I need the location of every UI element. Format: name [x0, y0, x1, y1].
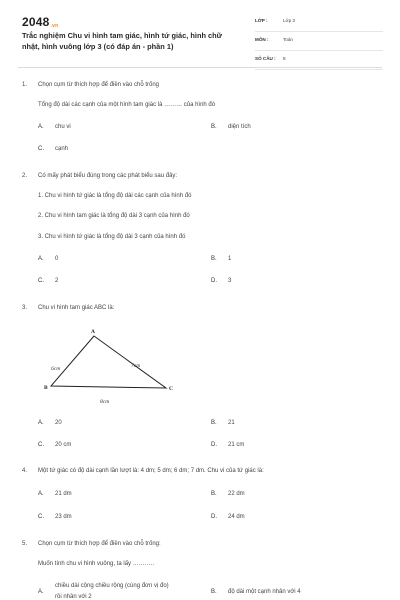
meta-value: Toán	[283, 37, 293, 42]
option-letter: D.	[211, 278, 217, 284]
meta-label: LỚP :	[255, 18, 268, 23]
vertex-c-label: C	[169, 386, 173, 392]
meta-row-subject	[255, 35, 383, 51]
question-text: Có mấy phát biểu đúng trong các phát biểu sau đây:	[38, 173, 178, 179]
option-letter: A.	[38, 491, 44, 497]
quiz-header	[0, 0, 400, 66]
option-letter: C.	[38, 514, 44, 520]
option-text: 21 cm	[228, 442, 245, 448]
option-text: 20	[55, 420, 62, 426]
option-text: chu vi	[55, 124, 71, 130]
triangle-abc	[51, 336, 166, 388]
question-statement: 2. Chu vi hình tam giác là tổng độ dài 3 cạnh của hình đó	[38, 213, 190, 219]
option-text: độ dài một cạnh nhân với 4	[228, 589, 301, 595]
option-letter: C.	[38, 146, 44, 152]
meta-label: SỐ CÂU :	[255, 56, 276, 61]
option-text: 0	[55, 256, 59, 262]
site-logo[interactable]	[22, 15, 58, 29]
quiz-title: Trắc nghiệm Chu vi hình tam giác, hình tứ giác, hình chữ nhật, hình vuông lớp 3 (có đáp án - phần 1)	[22, 31, 223, 51]
option-letter: D.	[211, 442, 217, 448]
meta-label: MÔN :	[255, 37, 269, 42]
vertex-a-label: A	[91, 329, 95, 335]
logo-suffix: .vn	[50, 23, 59, 29]
option-letter: B.	[211, 589, 217, 595]
meta-row-grade	[255, 16, 383, 32]
option-letter: B.	[211, 256, 217, 262]
quiz-meta	[255, 16, 383, 73]
question-text: Chọn cụm từ thích hợp để điền vào chỗ trống	[38, 82, 160, 88]
question-number: 3.	[22, 305, 28, 311]
option-letter: A.	[38, 124, 44, 130]
option-letter: C.	[38, 442, 44, 448]
question-statement: 1. Chu vi hình tứ giác là tổng độ dài các cạnh của hình đó	[38, 193, 192, 199]
option-text: 21	[228, 420, 235, 426]
side-ac-label: 7cm	[131, 363, 141, 369]
logo-text: 2048	[22, 15, 50, 29]
question-text: Một tứ giác có độ dài cạnh lần lượt là: 4 dm; 5 dm; 6 dm; 7 dm. Chu vi của tứ giác là:	[38, 468, 264, 474]
option-text: 21 dm	[55, 491, 72, 497]
question-text: Chọn cụm từ thích hợp để điền vào chỗ trống:	[38, 541, 161, 547]
option-text-continued: rồi nhân với 2	[55, 594, 92, 600]
option-letter: A.	[38, 589, 44, 595]
option-letter: A.	[38, 256, 44, 262]
option-text: 20 cm	[55, 442, 72, 448]
question-number: 1.	[22, 82, 28, 88]
option-letter: D.	[211, 514, 217, 520]
option-text: 3	[228, 278, 232, 284]
question-number: 2.	[22, 173, 28, 179]
option-text: cạnh	[55, 146, 69, 152]
option-letter: B.	[211, 420, 217, 426]
option-text: diện tích	[228, 124, 251, 130]
question-number: 4.	[22, 468, 28, 474]
meta-value: 8	[283, 56, 286, 61]
option-text: 2	[55, 278, 59, 284]
option-text: 22 dm	[228, 491, 245, 497]
triangle-figure	[30, 322, 200, 412]
option-letter: C.	[38, 278, 44, 284]
option-letter: B.	[211, 124, 217, 130]
option-text: 24 dm	[228, 514, 245, 520]
side-ab-label: 6cm	[51, 366, 61, 372]
side-bc-label: 8cm	[100, 399, 110, 405]
vertex-b-label: B	[44, 385, 48, 391]
question-text: Chu vi hình tam giác ABC là:	[38, 305, 115, 311]
meta-value: Lớp 3	[283, 18, 295, 23]
option-text: 1	[228, 256, 232, 262]
question-statement: Muốn tính chu vi hình vuông, ta lấy ………..	[38, 561, 155, 567]
option-letter: A.	[38, 420, 44, 426]
question-number: 5.	[22, 541, 28, 547]
question-statement: Tổng độ dài các cạnh của một hình tam giác là ……… của hình đó	[38, 102, 216, 108]
header-divider	[18, 67, 382, 68]
option-text: chiều dài cộng chiều rộng (cùng đơn vị đo)	[55, 583, 169, 589]
question-statement: 3. Chu vi hình tứ giác là tổng độ dài 3 cạnh của hình đó	[38, 234, 186, 240]
option-text: 23 dm	[55, 514, 72, 520]
option-letter: B.	[211, 491, 217, 497]
